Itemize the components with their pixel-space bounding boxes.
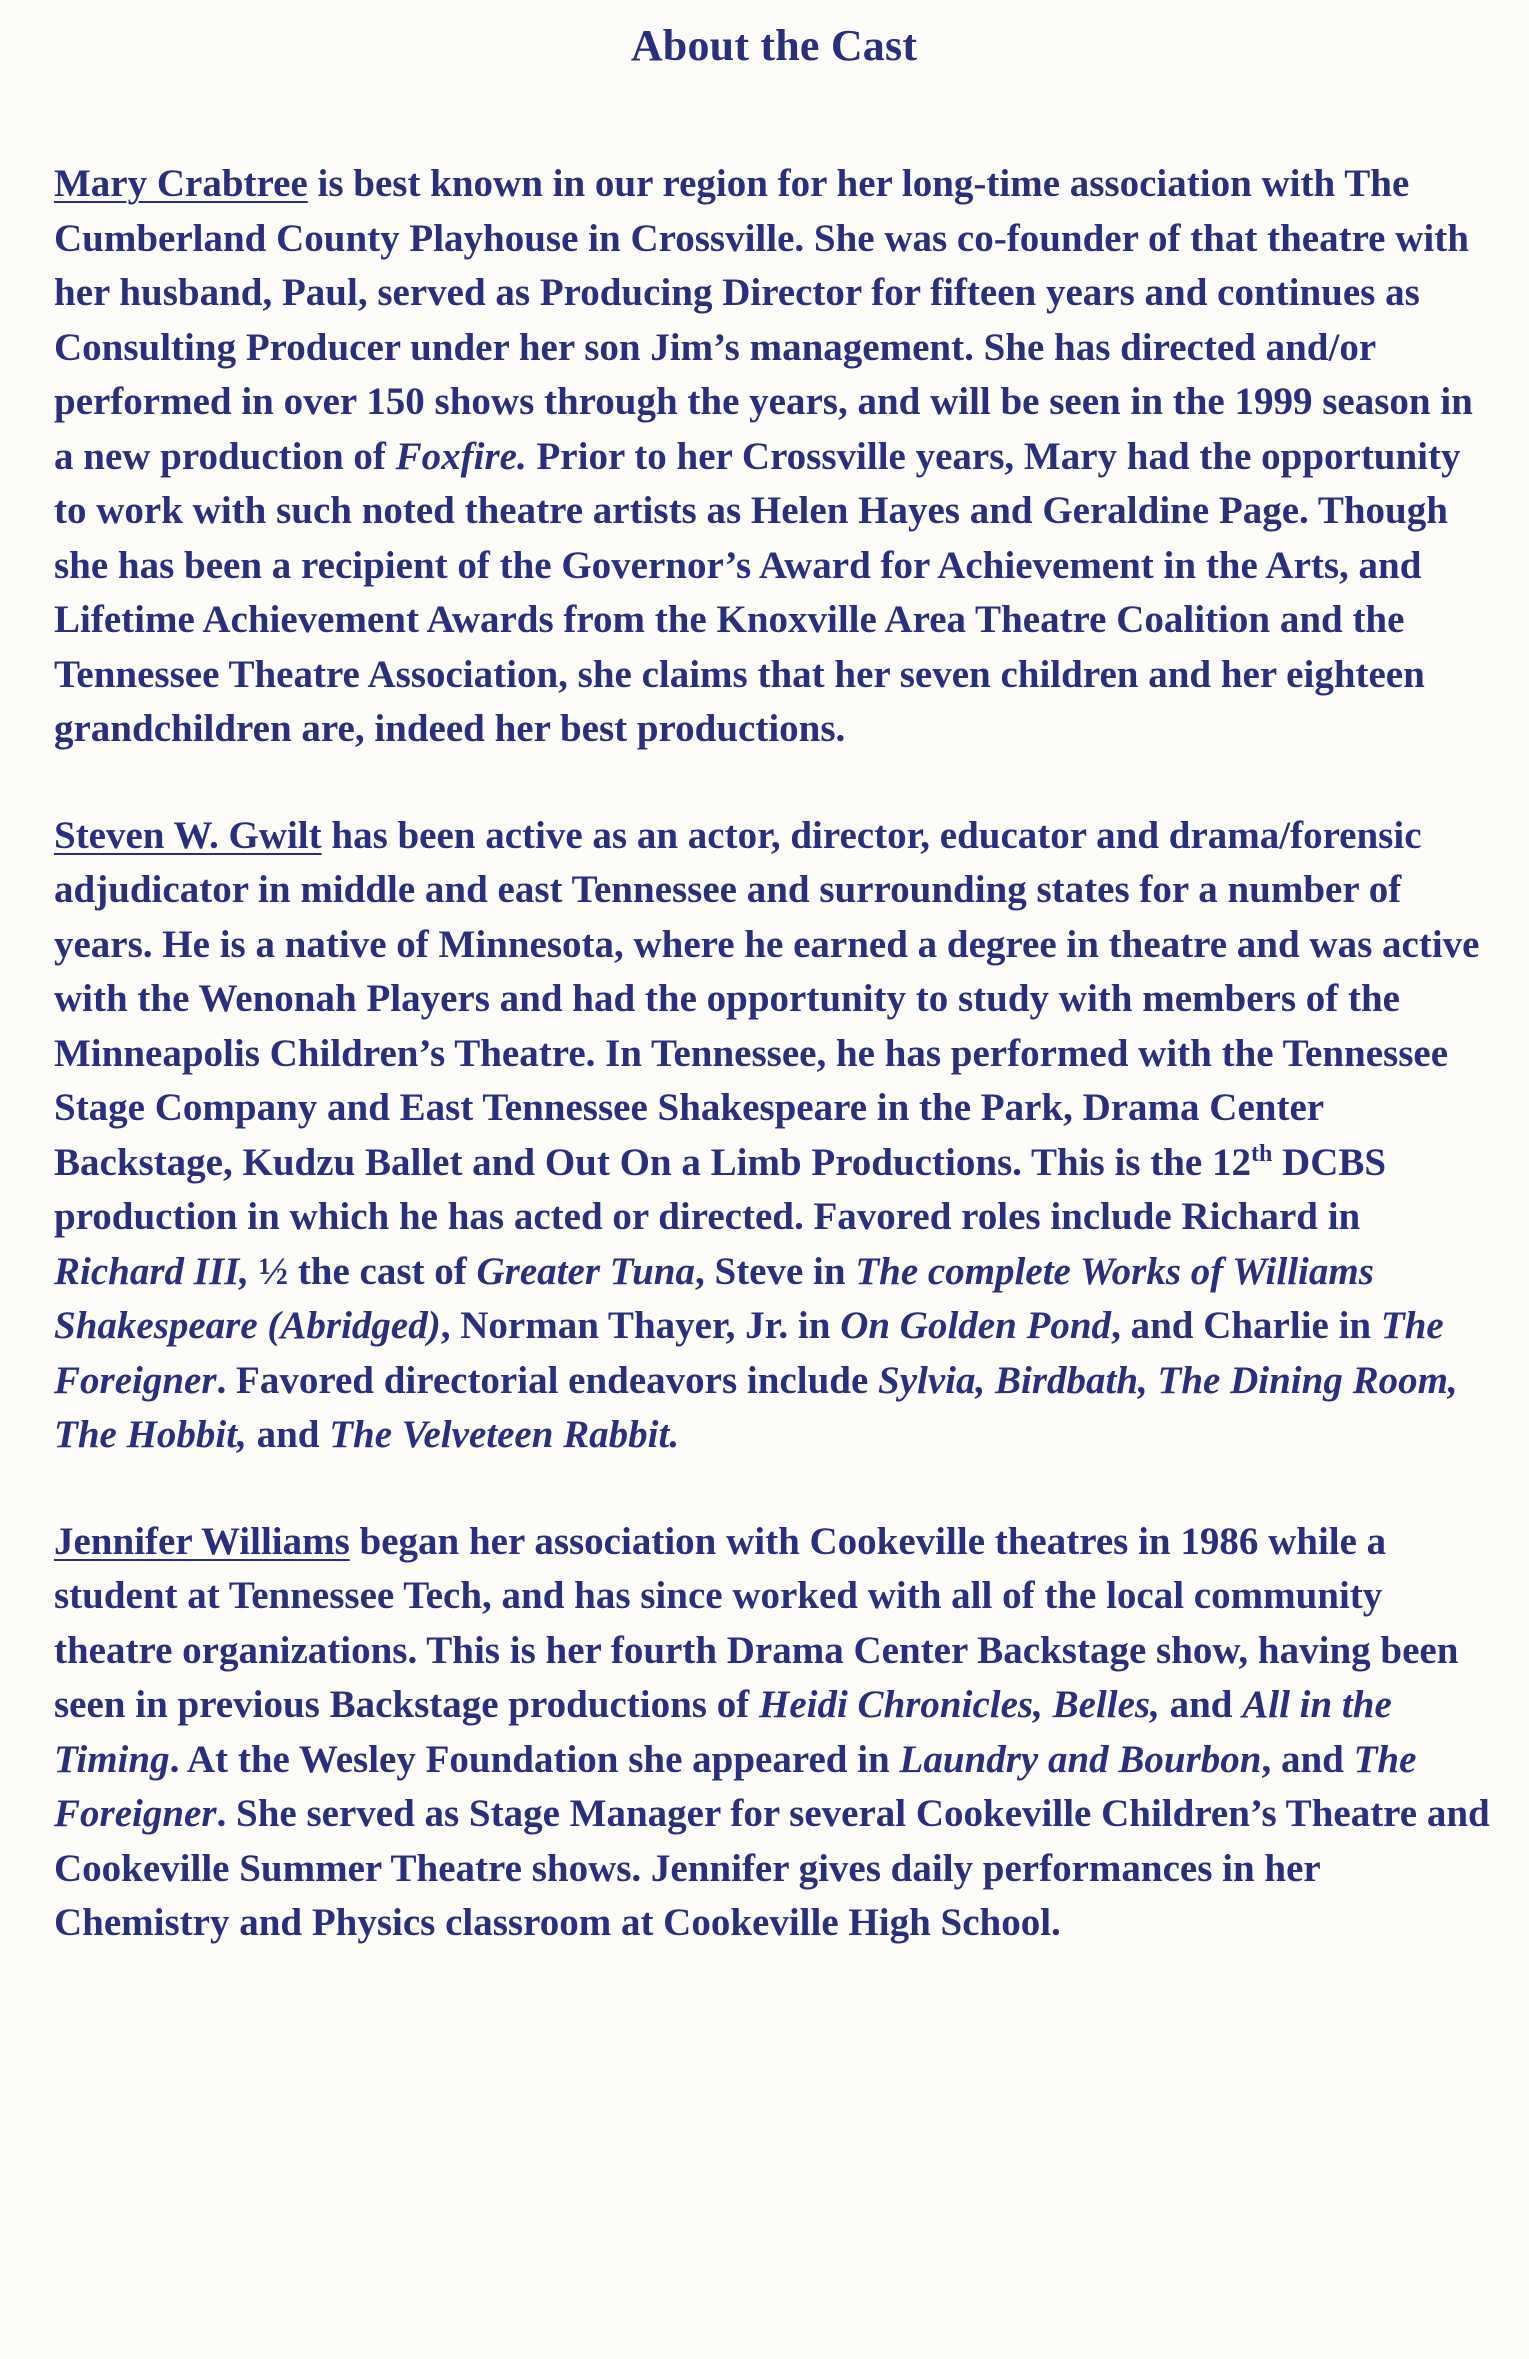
production-title: Greater Tuna xyxy=(476,1249,695,1293)
production-title: On Golden Pond xyxy=(840,1304,1112,1347)
bio-text: , Norman Thayer, Jr. in xyxy=(440,1304,841,1347)
production-title: Heidi Chronicles, Belles, xyxy=(758,1683,1160,1726)
cast-member-name: Jennifer Williams xyxy=(54,1519,350,1563)
ordinal-suffix: th xyxy=(1250,1140,1273,1167)
bio-text: . She served as Stage Manager for several Cookeville Children’s Theatre and Cookeville Summer Theatre shows. Jennifer gives daily performances in her Chemistry and Physics classroom at Cookeville High School. xyxy=(54,1792,1490,1944)
bio-paragraph xyxy=(54,1515,1494,1951)
production-title: The Foreigner xyxy=(54,1737,1417,1835)
bio-text: ½ the cast of xyxy=(249,1249,477,1293)
bio-text: DCBS production in which he has acted or directed. Favored roles include Richard in xyxy=(54,1140,1387,1238)
bio-paragraph xyxy=(54,809,1494,1463)
production-title: The Foreigner xyxy=(54,1304,1444,1402)
bio-text: . At the Wesley Foundation she appeared in xyxy=(169,1737,900,1781)
bio-text: and xyxy=(1159,1683,1243,1726)
cast-member-name: Mary Crabtree xyxy=(54,162,308,205)
bio-text: is best known in our region for her long-time association with The Cumberland County Playhouse in Crossville. She was co-founder of that theatre with her husband, Paul, served as Producing Director for fifteen years and continues as Consulting Producer under her son Jim’s management. She has directed and/or performed in over 150 shows through the years, and will be seen in the 1999 season in a new production of xyxy=(54,162,1473,478)
production-title: Richard III, xyxy=(54,1249,250,1293)
cast-member-name: Steven W. Gwilt xyxy=(54,813,322,857)
production-title: The complete Works of Williams Shakespeare (Abridged) xyxy=(54,1249,1374,1347)
production-title: All in the Timing xyxy=(54,1683,1392,1781)
bio-text: , and Charlie in xyxy=(1111,1304,1381,1347)
bio-paragraph xyxy=(54,157,1494,757)
bios-list xyxy=(54,157,1494,1951)
document-page xyxy=(54,20,1494,2003)
bio-text: , Steve in xyxy=(695,1249,856,1293)
bio-text: has been active as an actor, director, educator and drama/forensic adjudicator in middle and east Tennessee and surrounding states for a number of years. He is a native of Minnesota, where he earned a degree in theatre and was active with the Wenonah Players and had the opportunity to study with members of the Minneapolis Children’s Theatre. In Tennessee, he has performed with the Tennessee Stage Company and East Tennessee Shakespeare in the Park, Drama Center Backstage, Kudzu Ballet and Out On a Limb Productions. This is the 12 xyxy=(54,813,1480,1184)
production-title: Foxfire. xyxy=(395,434,527,478)
production-title: The Velveteen Rabbit. xyxy=(329,1413,680,1456)
bio-text: , and xyxy=(1261,1737,1354,1781)
bio-text: Prior to her Crossville years, Mary had the opportunity to work with such noted theatre artists as Helen Hayes and Geraldine Page. Though she has been a recipient of the Governor’s Award for Achievement in the Arts, and Lifetime Achievement Awards from the Knoxville Area Theatre Coalition and the Tennessee Theatre Association, she claims that her seven children and her eighteen grandchildren are, indeed her best productions. xyxy=(54,434,1461,750)
production-title: Laundry and Bourbon xyxy=(899,1737,1262,1781)
page-title: About the Cast xyxy=(630,21,918,70)
production-title: Sylvia, Birdbath, The Dining Room, The Hobbit, xyxy=(54,1358,1458,1456)
bio-text: . Favored directorial endeavors include xyxy=(216,1358,879,1402)
bio-text: and xyxy=(246,1413,330,1456)
bio-text: began her association with Cookeville theatres in 1986 while a student at Tennessee Tech, and has since worked with all of the local community theatre organizations. This is her fourth Drama Center Backstage show, having been seen in previous Backstage productions of xyxy=(54,1519,1459,1726)
